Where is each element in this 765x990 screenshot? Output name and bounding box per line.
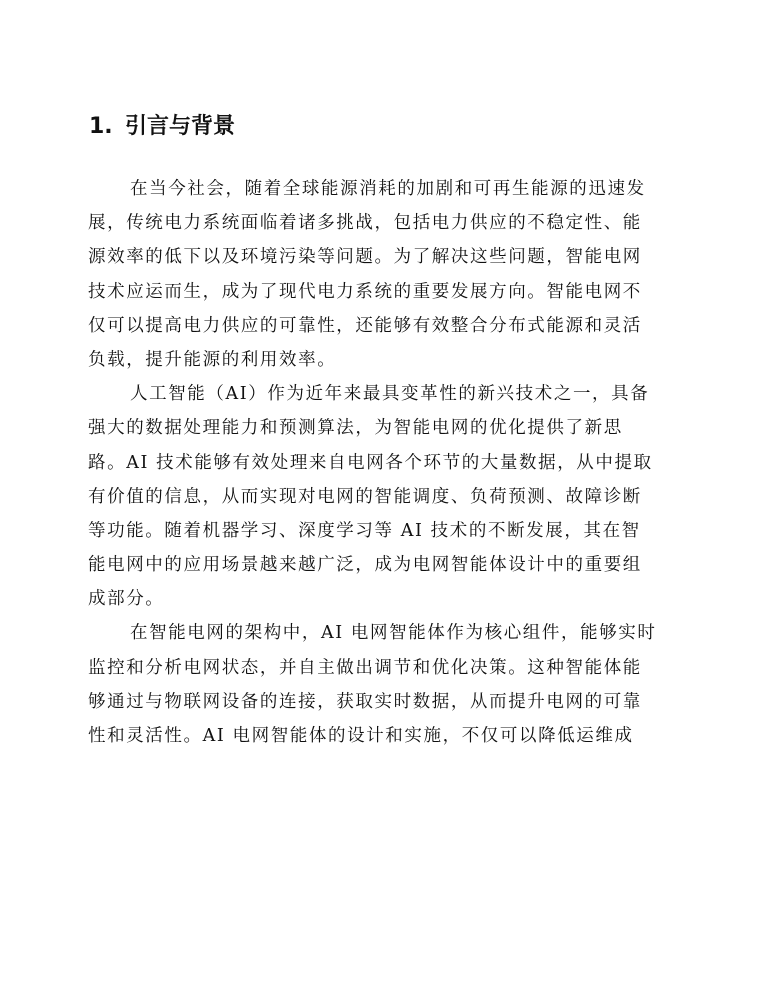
text-line: 展，传统电力系统面临着诸多挑战，包括电力供应的不稳定性、能	[88, 213, 642, 234]
paragraph	[88, 377, 688, 616]
paragraph	[88, 172, 688, 377]
text-line: 在当今社会，随着全球能源消耗的加剧和可再生能源的迅速发	[130, 179, 646, 199]
section-number: 1.	[89, 114, 113, 139]
section-title: 引言与背景	[125, 114, 236, 139]
text-line: 路。AI 技术能够有效处理来自电网各个环节的大量数据，从中提取	[88, 452, 653, 473]
text-line: 成部分。	[88, 589, 165, 610]
text-line: 源效率的低下以及环境污染等问题。为了解决这些问题，智能电网	[88, 247, 642, 268]
text-line: 有价值的信息，从而实现对电网的智能调度、负荷预测、故障诊断	[88, 486, 642, 507]
text-line: 性和灵活性。AI 电网智能体的设计和实施，不仅可以降低运维成	[88, 726, 634, 746]
text-line: 监控和分析电网状态，并自主做出调节和优化决策。这种智能体能	[88, 657, 642, 678]
text-line: 够通过与物联网设备的连接，获取实时数据，从而提升电网的可靠	[88, 691, 642, 712]
text-line: 在智能电网的架构中，AI 电网智能体作为核心组件，能够实时	[130, 623, 657, 644]
text-line: 人工智能（AI）作为近年来最具变革性的新兴技术之一，具备	[130, 384, 650, 405]
text-line: 技术应运而生，成为了现代电力系统的重要发展方向。智能电网不	[88, 281, 642, 302]
section-heading	[89, 112, 235, 142]
text-line: 强大的数据处理能力和预测算法，为智能电网的优化提供了新思	[88, 418, 623, 439]
text-line: 仅可以提高电力供应的可靠性，还能够有效整合分布式能源和灵活	[88, 315, 642, 336]
text-line: 负载，提升能源的利用效率。	[88, 349, 337, 370]
body-text	[88, 172, 688, 753]
text-line: 等功能。随着机器学习、深度学习等 AI 技术的不断发展，其在智	[88, 520, 641, 541]
paragraph	[88, 616, 688, 753]
text-line: 能电网中的应用场景越来越广泛，成为电网智能体设计中的重要组	[88, 555, 642, 576]
